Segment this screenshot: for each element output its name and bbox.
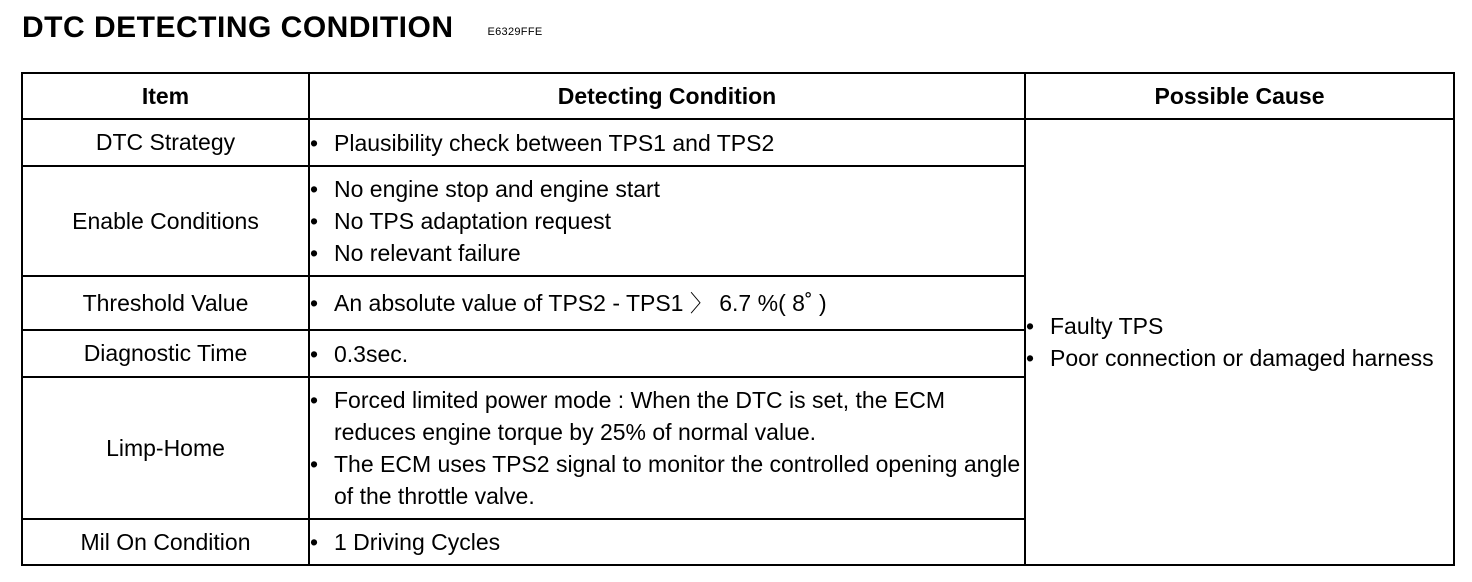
possible-cause-list <box>1026 310 1453 374</box>
possible-cause-item: • Poor connection or damaged harness <box>1026 342 1453 374</box>
condition-item: • 1 Driving Cycles <box>310 526 1024 558</box>
table-row <box>22 119 1454 166</box>
dtc-condition-table <box>21 72 1455 566</box>
condition-cell <box>309 166 1025 276</box>
item-cell: Enable Conditions <box>22 166 309 276</box>
condition-cell <box>309 119 1025 166</box>
item-cell: Mil On Condition <box>22 519 309 565</box>
condition-list <box>310 287 1024 319</box>
table-header-row <box>22 73 1454 119</box>
column-header-possible-cause: Possible Cause <box>1025 73 1454 119</box>
condition-cell <box>309 519 1025 565</box>
item-cell: DTC Strategy <box>22 119 309 166</box>
condition-item: • No engine stop and engine start <box>310 173 1024 205</box>
condition-item: • Plausibility check between TPS1 and TPS2 <box>310 127 1024 159</box>
condition-list <box>310 127 1024 159</box>
condition-item: • No relevant failure <box>310 237 1024 269</box>
condition-cell <box>309 276 1025 330</box>
condition-item: • Forced limited power mode : When the DTC is set, the ECM reduces engine torque by 25% of normal value. <box>310 384 1024 448</box>
page-heading <box>22 8 542 48</box>
condition-item: • An absolute value of TPS2 - TPS1 〉 6.7 %( 8˚ ) <box>310 287 1024 319</box>
item-cell: Threshold Value <box>22 276 309 330</box>
condition-cell <box>309 330 1025 377</box>
item-cell: Diagnostic Time <box>22 330 309 377</box>
page-title: DTC DETECTING CONDITION <box>22 11 454 44</box>
condition-list <box>310 338 1024 370</box>
condition-item: • 0.3sec. <box>310 338 1024 370</box>
condition-list <box>310 173 1024 269</box>
condition-list <box>310 384 1024 512</box>
condition-list <box>310 526 1024 558</box>
condition-item: • The ECM uses TPS2 signal to monitor the controlled opening angle of the throttle valve. <box>310 448 1024 512</box>
column-header-item: Item <box>22 73 309 119</box>
possible-cause-item: • Faulty TPS <box>1026 310 1453 342</box>
column-header-detecting-condition: Detecting Condition <box>309 73 1025 119</box>
condition-item: • No TPS adaptation request <box>310 205 1024 237</box>
possible-cause-cell <box>1025 119 1454 565</box>
condition-cell <box>309 377 1025 519</box>
item-cell: Limp-Home <box>22 377 309 519</box>
document-code: E6329FFE <box>487 26 543 38</box>
